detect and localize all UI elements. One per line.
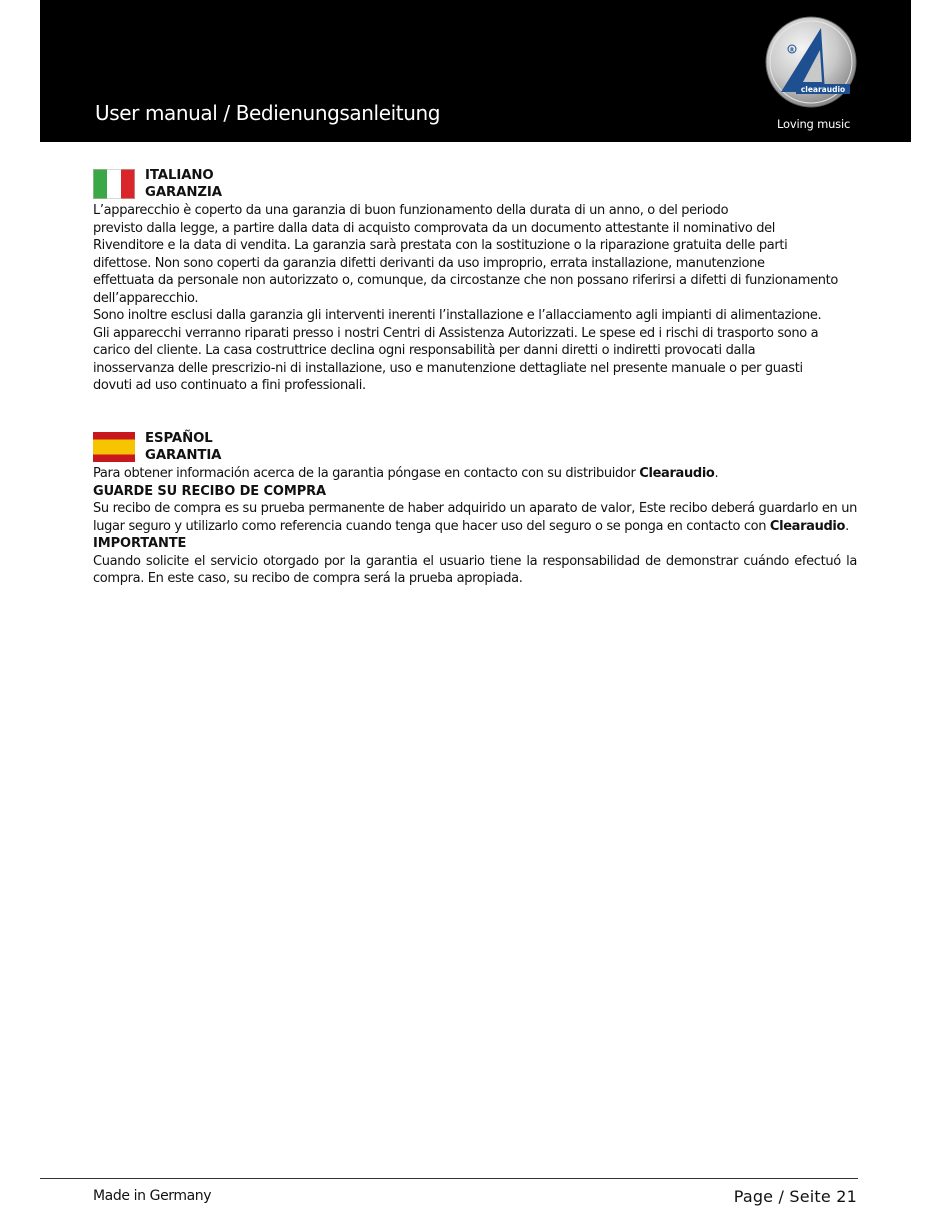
section-heading: GARANZIA bbox=[145, 185, 222, 200]
document-title: User manual / Bedienungsanleitung bbox=[95, 101, 441, 125]
section-italiano bbox=[93, 168, 857, 395]
spain-flag-icon bbox=[93, 432, 135, 462]
logo-wordmark: clearaudio bbox=[800, 85, 846, 94]
section-heading: GARANTIA bbox=[145, 448, 222, 463]
italy-flag-icon bbox=[93, 169, 135, 199]
brand-name: Clearaudio bbox=[769, 518, 846, 534]
receipt-text: Su recibo de compra es su prueba permanente de haber adquirido un aparato de valor, Este recibo deberá guardarlo en un lugar seguro y utilizarlo como referencia cuando tenga que hacer uso del seguro o se ponga en contacto con Clearaudio. bbox=[93, 501, 857, 534]
text-line: carico del cliente. La casa costruttrice declina ogni responsabilità per danni diretti o indiretti provocati dalla bbox=[93, 343, 756, 358]
important-subheading: IMPORTANTE bbox=[93, 536, 187, 551]
important-text: Cuando solicite el servicio otorgado por la garantia el usuario tiene la responsabilidad de demonstrar cuándo efectuó la compra. En este caso, su recibo de compra será la prueba apropiada. bbox=[93, 553, 857, 586]
warranty-text bbox=[93, 202, 857, 395]
text-line: inosservanza delle prescrizio-ni di installazione, uso e manutenzione dettagliate nel presente manuale o per guasti bbox=[93, 360, 803, 376]
receipt-subheading: GUARDE SU RECIBO DE COMPRA bbox=[93, 483, 327, 499]
text-line: dell’apparecchio. bbox=[93, 290, 199, 306]
text-line: effettuata da personale non autorizzato o, comunque, da circostanze che non possano riferirsi a difetti di funzionamento bbox=[93, 273, 839, 288]
text-line: previsto dalla legge, a partire dalla data di acquisto comprovata da un documento attestante il nominativo del bbox=[93, 220, 776, 236]
logo-tagline: Loving music bbox=[777, 117, 851, 131]
text-line: L’apparecchio è coperto da una garanzia di buon funzionamento della durata di un anno, o del periodo bbox=[93, 203, 729, 218]
page-header bbox=[40, 0, 911, 142]
brand-name: Clearaudio bbox=[639, 466, 715, 481]
language-label: ITALIANO bbox=[145, 168, 214, 183]
language-label: ESPAÑOL bbox=[145, 431, 213, 446]
section-espanol bbox=[93, 431, 857, 588]
text-line: dovuti ad uso continuato a fini professionali. bbox=[93, 378, 366, 393]
section-header bbox=[93, 168, 857, 202]
text-line: Sono inoltre esclusi dalla garanzia gli interventi inerenti l’installazione e l’allacciamento agli impianti di alimentazione. bbox=[93, 308, 822, 323]
text-line: Gli apparecchi verranno riparati presso i nostri Centri di Assistenza Autorizzati. Le spese ed i rischi di trasporto sono a bbox=[93, 325, 819, 341]
clearaudio-logo-icon bbox=[765, 16, 857, 108]
intro-text: Para obtener información acerca de la garantia póngase en contacto con su distribuidor Clearaudio. bbox=[93, 466, 719, 481]
text-line: Rivenditore e la data di vendita. La garanzia sarà prestata con la sostituzione o la riparazione gratuita delle parti bbox=[93, 238, 788, 253]
svg-text:R: R bbox=[790, 47, 794, 54]
section-header bbox=[93, 431, 857, 465]
footer-divider bbox=[40, 1178, 858, 1179]
footer-origin: Made in Germany bbox=[93, 1188, 212, 1204]
page-number: Page / Seite 21 bbox=[733, 1187, 857, 1206]
text-line: difettose. Non sono coperti da garanzia difetti derivanti da uso improprio, errata installazione, manutenzione bbox=[93, 255, 765, 271]
